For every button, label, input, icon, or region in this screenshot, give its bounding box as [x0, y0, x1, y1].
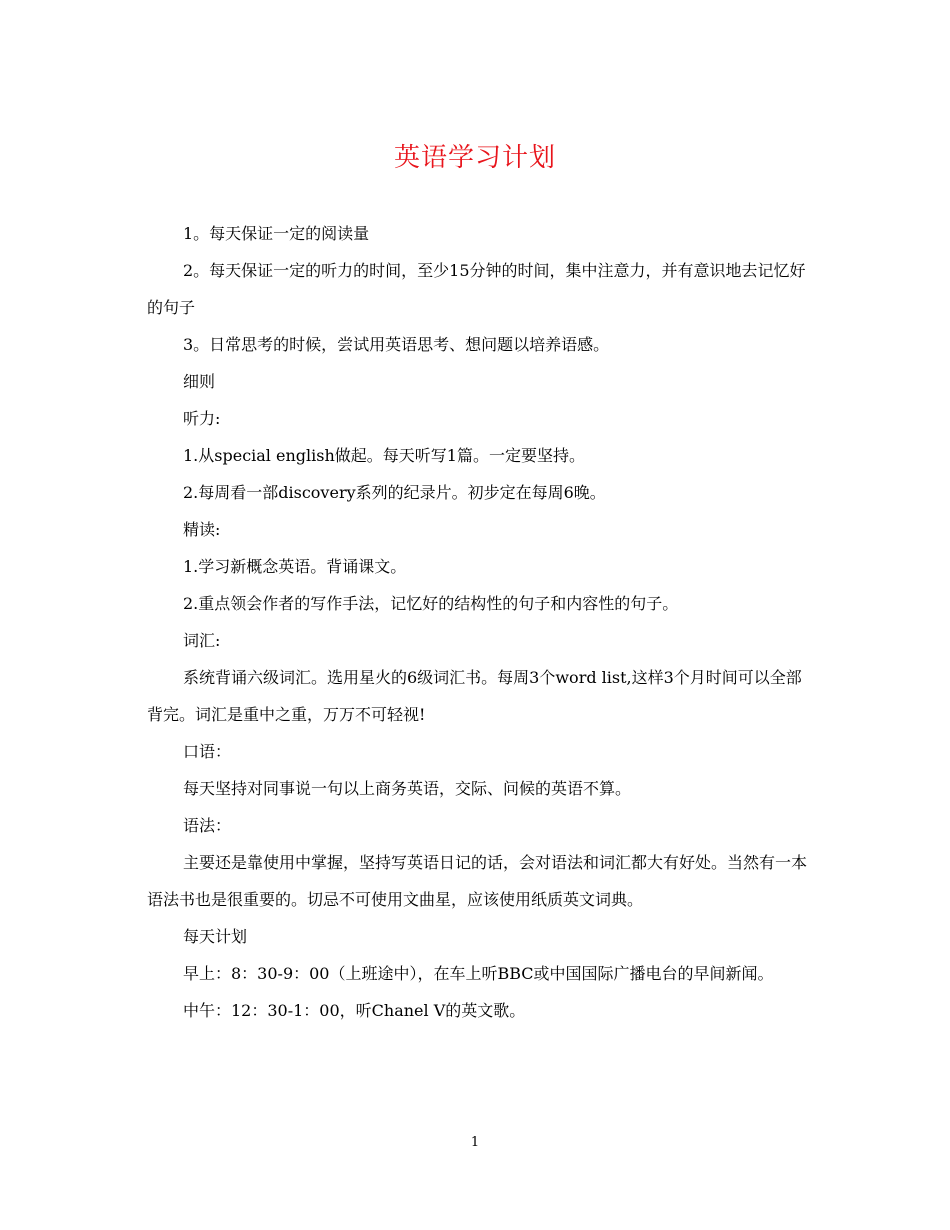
- document-body: [147, 215, 807, 1029]
- document-title: 英语学习计划: [393, 143, 556, 173]
- page-number: 1: [470, 1135, 480, 1150]
- paragraph-reading-2: 2.重点领会作者的写作手法，记忆好的结构性的句子和内容性的句子。: [183, 594, 679, 613]
- section-heading-daily-plan: 每天计划: [183, 927, 248, 946]
- paragraph-listening-2: 2.每周看一部discovery系列的纪录片。初步定在每周6晚。: [183, 483, 606, 502]
- paragraph-speaking: 每天坚持对同事说一句以上商务英语，交际、问候的英语不算。: [183, 779, 632, 798]
- section-heading-intensive-reading: 精读:: [183, 520, 221, 539]
- paragraph-listening-1: 1.从special english做起。每天听写1篇。一定要坚持。: [183, 446, 585, 465]
- paragraph-noon-plan: 中午：12：30-1：00，听Chanel V的英文歌。: [183, 1001, 526, 1020]
- section-heading-vocabulary: 词汇:: [183, 631, 221, 650]
- paragraph-morning-plan: 早上：8：30-9：00（上班途中），在车上听BBC或中国国际广播电台的早间新闻。: [183, 964, 774, 983]
- section-heading-listening: 听力:: [183, 409, 221, 428]
- paragraph-reading: 1。每天保证一定的阅读量: [183, 224, 370, 243]
- paragraph-listening-time: 2。每天保证一定的听力的时间，至少15分钟的时间，集中注意力，并有意识地去记忆好的句子: [147, 261, 806, 317]
- paragraph-vocabulary: 系统背诵六级词汇。选用星火的6级词汇书。每周3个word list,这样3个月时间可以全部背完。词汇是重中之重，万万不可轻视!: [147, 668, 802, 724]
- paragraph-grammar: 主要还是靠使用中掌握，坚持写英语日记的话，会对语法和词汇都大有好处。当然有一本语法书也是很重要的。切忌不可使用文曲星，应该使用纸质英文词典。: [147, 853, 808, 909]
- section-heading-speaking: 口语：: [183, 742, 232, 761]
- section-heading-details: 细则: [183, 372, 216, 391]
- section-heading-grammar: 语法：: [183, 816, 232, 835]
- paragraph-thinking: 3。日常思考的时候，尝试用英语思考、想问题以培养语感。: [183, 335, 610, 354]
- paragraph-reading-1: 1.学习新概念英语。背诵课文。: [183, 557, 407, 576]
